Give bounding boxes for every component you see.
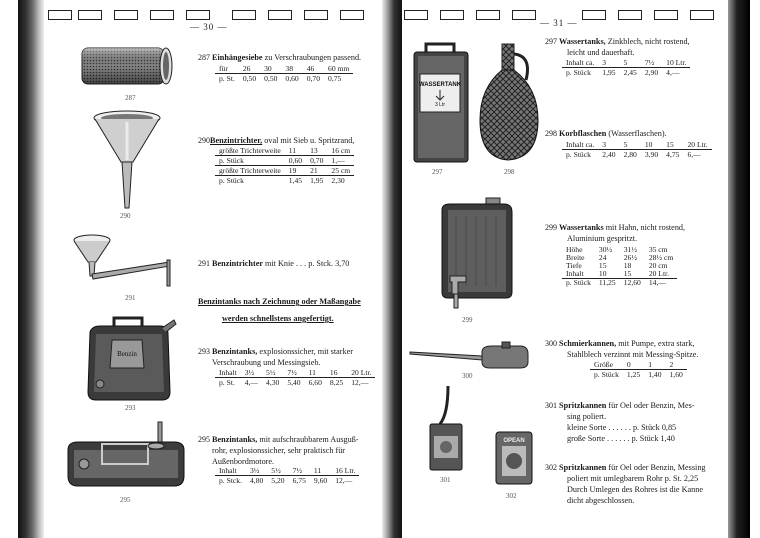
table-cell: 15 <box>662 140 683 150</box>
table-cell: größte Trichterweite <box>215 146 285 156</box>
item-description: mit aufschraubbarem Ausguß- <box>257 435 359 444</box>
table-cell: 16 Ltr. <box>331 466 359 476</box>
item-description-2: Verschraubung und Messingsieb. <box>212 358 321 367</box>
table-cell: 46 <box>303 64 324 74</box>
item-title: Benzintrichter, <box>210 136 263 145</box>
item-description-2: sing poliert. <box>567 412 607 421</box>
item-description: Zinkblech, nicht rostend, <box>605 37 690 46</box>
item-description: mit Hahn, nicht rostend, <box>603 223 686 232</box>
table-cell: 1 <box>644 360 665 370</box>
table-cell: 0,50 <box>264 74 278 83</box>
item-description: für Oel oder Benzin, Messing <box>606 463 706 472</box>
table-cell: 6,60 <box>308 378 322 387</box>
water-tank-image <box>410 42 472 164</box>
table-cell: p. Stück <box>594 370 619 379</box>
table-cell: p. Stück <box>566 278 591 287</box>
table-cell: 4,80 <box>250 476 264 485</box>
table-cell: 2,80 <box>623 150 637 159</box>
left-binding-shadow <box>18 0 44 538</box>
table-cell: 0,60 <box>285 74 299 83</box>
item-description: explosionssicher, mit starker <box>257 347 353 356</box>
custom-tanks-headline-2: werden schnellstens angefertigt. <box>222 314 334 323</box>
item-title: Benzintanks, <box>212 435 258 444</box>
table-cell: 7½ <box>289 466 310 476</box>
table-cell: 12,60 <box>623 278 641 287</box>
item-description: für Oel oder Benzin, Mes- <box>606 401 695 410</box>
item-title: Schmierkannen, <box>559 339 617 348</box>
tank-label-text: WASSERTANK <box>418 82 462 88</box>
table-cell: 10 Ltr. <box>662 58 690 68</box>
item-title: Wassertanks <box>559 223 604 232</box>
item-title: Spritzkannen <box>559 463 607 472</box>
table-cell: 20 Ltr. <box>683 140 711 150</box>
tank-label-text: Benzin <box>117 350 137 358</box>
table-cell: 11 <box>285 146 306 156</box>
wicker-bottle-image <box>476 40 542 164</box>
item-number: 290 <box>198 136 210 145</box>
item-description: (Wasserflaschen). <box>606 129 667 138</box>
figure-number-299: 299 <box>462 316 473 324</box>
table-cell: 0,60 <box>285 156 306 166</box>
item-description: oval mit Sieb u. Spritzrand, <box>262 136 355 145</box>
item-293-heading <box>198 346 378 368</box>
figure-number-301: 301 <box>440 476 451 484</box>
table-cell: Inhalt ca. <box>562 140 598 150</box>
price-table-293 <box>215 368 375 387</box>
price-table-290 <box>215 146 354 185</box>
table-cell: 20 Ltr. <box>347 368 375 378</box>
table-cell: 5 <box>620 58 641 68</box>
table-cell: p. Stück <box>566 68 591 77</box>
table-cell: 30½ <box>598 245 613 254</box>
price-line-small: kleine Sorte . . . . . . p. Stück 0,85 <box>567 423 677 432</box>
figure-number-290: 290 <box>120 212 131 220</box>
table-cell: 15 <box>620 270 645 279</box>
table-cell: 3,90 <box>644 150 659 159</box>
table-cell: Breite <box>566 253 585 262</box>
table-cell: 4,75 <box>666 150 680 159</box>
table-cell: größte Trichterweite <box>215 166 285 176</box>
item-number: 300 <box>545 339 557 348</box>
item-297-heading <box>545 36 725 58</box>
center-binding-shadow <box>382 0 402 538</box>
item-298-heading <box>545 128 725 139</box>
table-cell: 11 <box>310 466 331 476</box>
table-cell: 2,30 <box>331 176 345 185</box>
item-number: 298 <box>545 129 557 138</box>
table-cell: 1,60 <box>669 370 683 379</box>
item-number: 297 <box>545 37 557 46</box>
price-table-297 <box>562 58 690 77</box>
item-301-heading <box>545 400 725 444</box>
table-cell: 10 <box>641 140 662 150</box>
table-cell: 2,40 <box>602 150 616 159</box>
figure-number-297: 297 <box>432 168 443 176</box>
table-cell: 26½ <box>623 253 638 262</box>
table-cell: 18 <box>623 261 632 270</box>
table-cell: 2,45 <box>623 68 637 77</box>
left-page-number: — 30 — <box>190 22 228 32</box>
table-cell: 31½ <box>623 245 638 254</box>
table-cell: Inhalt <box>215 368 241 378</box>
item-295-heading <box>198 434 378 467</box>
item-description: mit Pumpe, extra stark, <box>616 339 695 348</box>
table-cell: 11,25 <box>598 278 616 287</box>
tap-tank-image <box>436 196 520 312</box>
table-cell: p. Stück <box>219 176 244 185</box>
item-number: 291 <box>198 259 210 268</box>
figure-number-300: 300 <box>462 372 473 380</box>
table-cell: 24 <box>598 253 607 262</box>
item-number: 299 <box>545 223 557 232</box>
price-table-299 <box>562 246 677 287</box>
item-number: 293 <box>198 347 210 356</box>
table-cell: für <box>215 64 239 74</box>
item-description-2: rohr, explosionssicher, sehr praktisch für <box>212 446 346 455</box>
table-cell: p. St. <box>219 378 235 387</box>
outboard-tank-image <box>62 420 190 490</box>
table-cell: 3 <box>598 140 619 150</box>
spray-can-301-image <box>426 384 466 474</box>
table-cell: 11 <box>305 368 326 378</box>
table-cell: 2,90 <box>644 68 659 77</box>
item-description-4: dicht abgeschlossen. <box>567 496 635 505</box>
table-cell: 1,45 <box>288 176 303 185</box>
table-cell: 0 <box>623 360 644 370</box>
item-number: 301 <box>545 401 557 410</box>
table-cell: 16 <box>326 368 347 378</box>
item-description: zu Verschraubungen passend. <box>262 53 362 62</box>
item-description: mit Knie . . . p. Stck. 3,70 <box>262 259 350 268</box>
table-cell: 0,70 <box>306 156 327 166</box>
table-cell: p. St. <box>219 74 235 83</box>
price-table-300 <box>590 360 687 379</box>
price-table-298 <box>562 140 712 159</box>
table-cell: 5,40 <box>287 378 301 387</box>
funnel-image <box>92 110 162 210</box>
item-description-3: Durch Umlegen des Rohres ist die Kanne <box>567 485 703 494</box>
table-cell: 5,20 <box>271 476 285 485</box>
table-cell: 1,95 <box>310 176 324 185</box>
table-cell: 12,— <box>335 476 353 485</box>
table-cell: 35 cm <box>648 245 668 254</box>
table-cell: 19 <box>285 166 306 176</box>
table-cell: 25 cm <box>327 166 354 176</box>
table-cell: 13 <box>306 146 327 156</box>
table-cell: 3 <box>598 58 619 68</box>
can-label-text: OPEAN <box>503 438 525 444</box>
table-cell: 30 <box>260 64 281 74</box>
price-line-large: große Sorte . . . . . . p. Stück 1,40 <box>567 434 675 443</box>
right-page-edge <box>728 0 750 538</box>
item-290-heading <box>198 135 378 146</box>
table-cell: 0,75 <box>328 74 342 83</box>
item-300-heading <box>545 338 725 360</box>
item-title: Benzintanks, <box>212 347 258 356</box>
tank-sublabel-text: 3 Ltr <box>434 102 446 108</box>
item-291-heading <box>198 258 378 269</box>
figure-number-295: 295 <box>120 496 131 504</box>
table-cell: 20 Ltr. <box>645 270 677 279</box>
table-cell: 0,70 <box>306 74 321 83</box>
item-number: 287 <box>198 53 210 62</box>
item-title: Wassertanks, <box>559 37 606 46</box>
table-cell: 4,— <box>666 68 680 77</box>
table-cell: 60 mm <box>324 64 353 74</box>
figure-number-298: 298 <box>504 168 515 176</box>
sieve-image <box>80 44 175 92</box>
figure-number-302: 302 <box>506 492 517 500</box>
table-cell: 10 <box>595 270 620 279</box>
knee-funnel-image <box>72 232 172 292</box>
table-cell: 21 <box>306 166 327 176</box>
table-cell: 4,— <box>244 378 259 387</box>
table-cell: 1,40 <box>648 370 662 379</box>
table-cell: 14,— <box>648 278 666 287</box>
item-title: Korbflaschen <box>559 129 607 138</box>
table-cell: 20 cm <box>648 261 668 270</box>
table-cell: 7½ <box>283 368 304 378</box>
table-cell: 15 <box>598 261 607 270</box>
table-cell: 6,75 <box>292 476 306 485</box>
price-table-287 <box>215 64 353 83</box>
item-description-2: Stahlblech verzinnt mit Messing-Spitze. <box>567 350 699 359</box>
table-cell: Inhalt <box>215 466 246 476</box>
item-number: 302 <box>545 463 557 472</box>
table-cell: 9,60 <box>313 476 328 485</box>
table-cell: 1,25 <box>626 370 641 379</box>
table-cell: 8,25 <box>329 378 344 387</box>
price-table-295 <box>215 466 359 485</box>
table-cell: 1,— <box>327 156 354 166</box>
right-page-number: — 31 — <box>540 18 578 28</box>
item-description-3: Außenbordmotore. <box>212 457 275 466</box>
oil-can-image <box>408 342 528 370</box>
table-cell: 38 <box>281 64 302 74</box>
table-cell: 2 <box>666 360 687 370</box>
table-cell: Größe <box>590 360 623 370</box>
table-cell: 16 cm <box>327 146 354 156</box>
figure-number-287: 287 <box>125 94 136 102</box>
spray-can-302-image <box>494 428 534 488</box>
item-description-2: Aluminium gespritzt. <box>567 234 638 243</box>
table-cell: p. Stck. <box>219 476 242 485</box>
table-cell: 4,30 <box>266 378 280 387</box>
table-cell: Höhe <box>566 245 583 254</box>
table-cell: p. Stück <box>215 156 285 166</box>
item-302-heading <box>545 462 725 506</box>
table-cell: 3½ <box>246 466 267 476</box>
item-299-heading <box>545 222 725 244</box>
item-title: Benzintrichter <box>212 259 263 268</box>
custom-tanks-headline: Benzintanks nach Zeichnung oder Maßangabe <box>198 297 361 306</box>
table-cell: Inhalt ca. <box>562 58 598 68</box>
table-cell: p. Stück <box>566 150 591 159</box>
item-287-heading <box>198 52 368 63</box>
figure-number-293: 293 <box>125 404 136 412</box>
fuel-canister-image <box>82 316 177 402</box>
table-cell: 0,50 <box>242 74 257 83</box>
figure-number-291: 291 <box>125 294 136 302</box>
item-title: Spritzkannen <box>559 401 607 410</box>
table-cell: 5½ <box>267 466 288 476</box>
item-number: 295 <box>198 435 210 444</box>
table-cell: 1,95 <box>602 68 616 77</box>
table-cell: 5 <box>620 140 641 150</box>
item-title: Einhängesiebe <box>212 53 263 62</box>
table-cell: 6,— <box>687 150 701 159</box>
table-cell: 5½ <box>262 368 283 378</box>
table-cell: 7½ <box>641 58 662 68</box>
table-cell: 26 <box>239 64 260 74</box>
item-description-2: leicht und dauerhaft. <box>567 48 635 57</box>
table-cell: 12,— <box>351 378 369 387</box>
table-cell: 28½ cm <box>648 253 674 262</box>
item-description-2: poliert mit umlegbarem Rohr p. St. 2,25 <box>567 474 699 483</box>
table-cell: Tiefe <box>566 261 582 270</box>
table-cell: 3½ <box>241 368 262 378</box>
table-cell: Inhalt <box>562 270 595 279</box>
